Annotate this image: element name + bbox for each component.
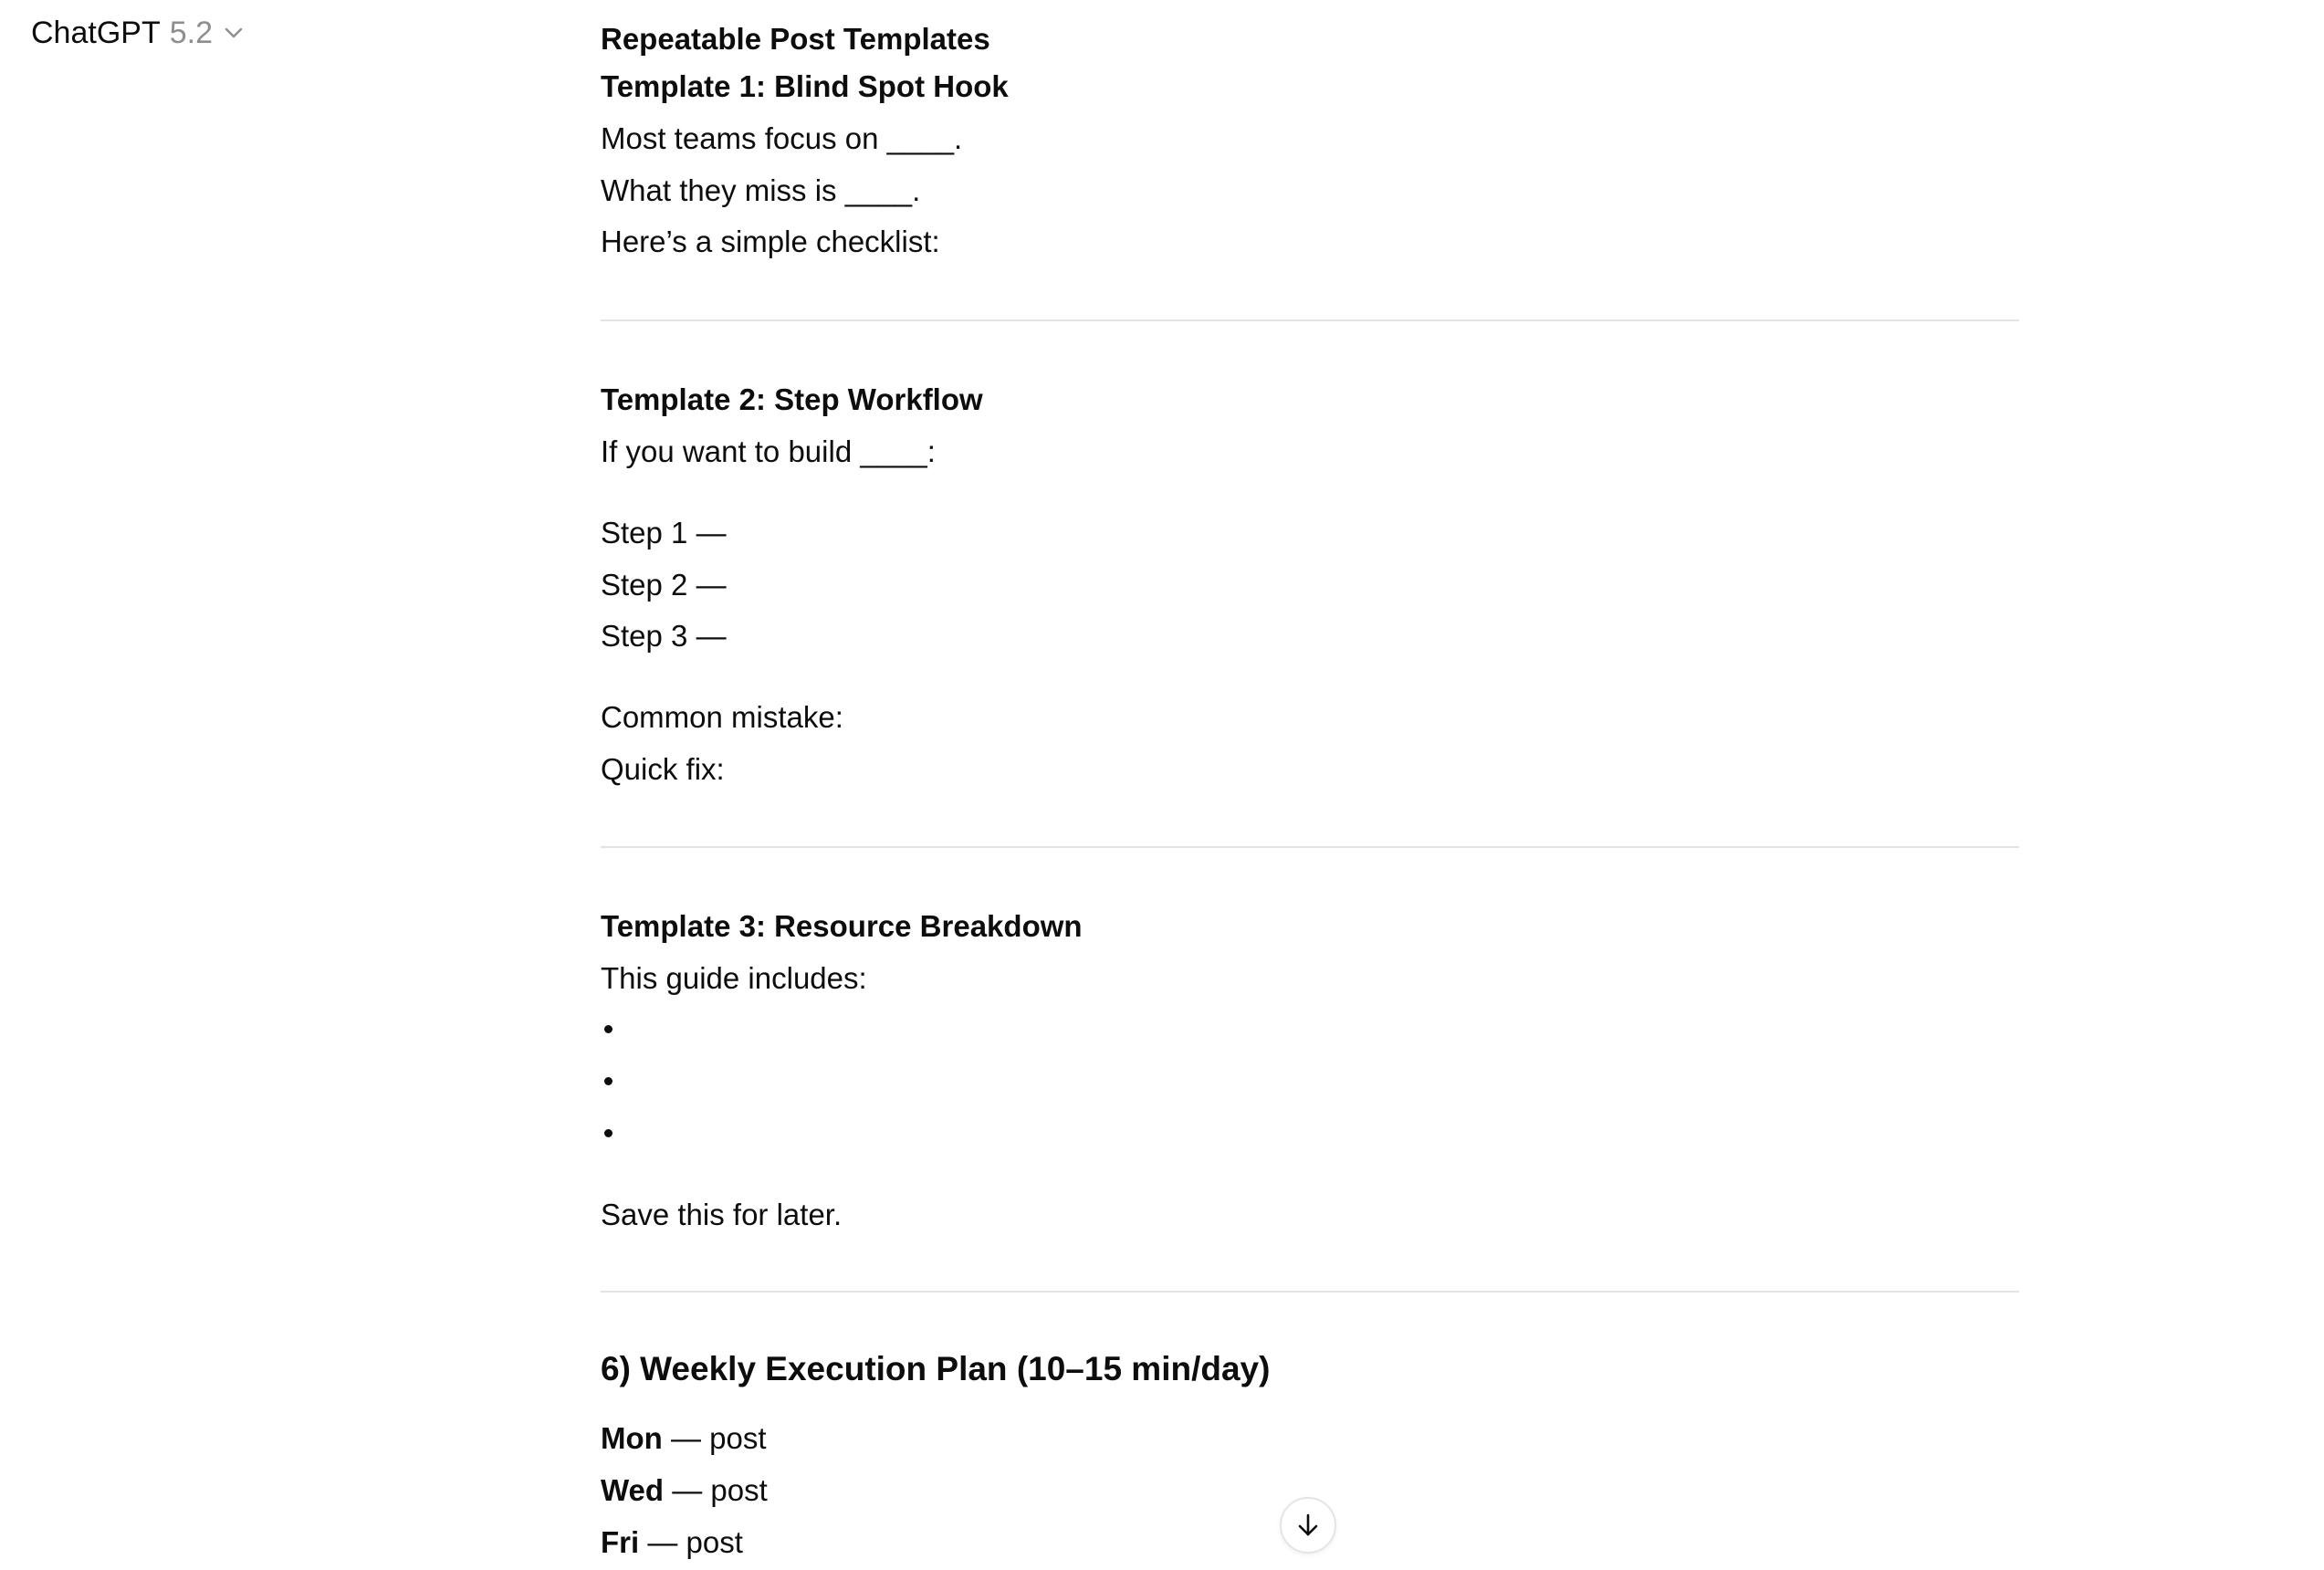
weekday-label: Mon <box>601 1421 663 1455</box>
scroll-to-bottom-button[interactable] <box>1280 1497 1336 1554</box>
weekday-label: Fri <box>601 1525 640 1559</box>
weekly-plan-heading: 6) Weekly Execution Plan (10–15 min/day) <box>601 1350 1271 1387</box>
template-2-step: Step 2 — <box>601 568 727 602</box>
template-2-step: Step 1 — <box>601 516 727 550</box>
section-title: Repeatable Post Templates <box>601 22 990 56</box>
weekday-text: — post <box>639 1525 743 1559</box>
template-2-title: Template 2: Step Workflow <box>601 382 983 416</box>
template-1-line: Most teams focus on ____. <box>601 121 963 155</box>
chevron-down-icon <box>224 26 244 39</box>
weekly-plan-item <box>601 1470 768 1512</box>
template-1-line: Here’s a simple checklist: <box>601 225 940 258</box>
template-2-intro: If you want to build ____: <box>601 434 936 468</box>
bullet-point <box>604 1077 612 1085</box>
template-1-title: Template 1: Blind Spot Hook <box>601 69 1009 103</box>
template-2-fix: Quick fix: <box>601 752 725 786</box>
weekly-plan-item <box>601 1418 767 1460</box>
bullet-point <box>604 1025 612 1033</box>
divider <box>601 1291 2019 1293</box>
model-version: 5.2 <box>169 15 213 50</box>
template-1-line: What they miss is ____. <box>601 173 921 207</box>
template-2-mistake: Common mistake: <box>601 700 843 734</box>
divider <box>601 319 2019 321</box>
template-3-title: Template 3: Resource Breakdown <box>601 909 1083 943</box>
weekday-text: — post <box>664 1473 768 1507</box>
template-2-step: Step 3 — <box>601 619 727 653</box>
weekly-plan-item <box>601 1522 743 1564</box>
weekday-text: — post <box>662 1421 767 1455</box>
template-3-intro: This guide includes: <box>601 961 867 995</box>
app-title: ChatGPT <box>31 15 161 50</box>
arrow-down-icon <box>1294 1512 1322 1539</box>
divider <box>601 846 2019 848</box>
weekday-label: Wed <box>601 1473 665 1507</box>
model-selector[interactable] <box>31 13 244 53</box>
bullet-point <box>604 1129 612 1137</box>
template-3-outro: Save this for later. <box>601 1198 843 1231</box>
